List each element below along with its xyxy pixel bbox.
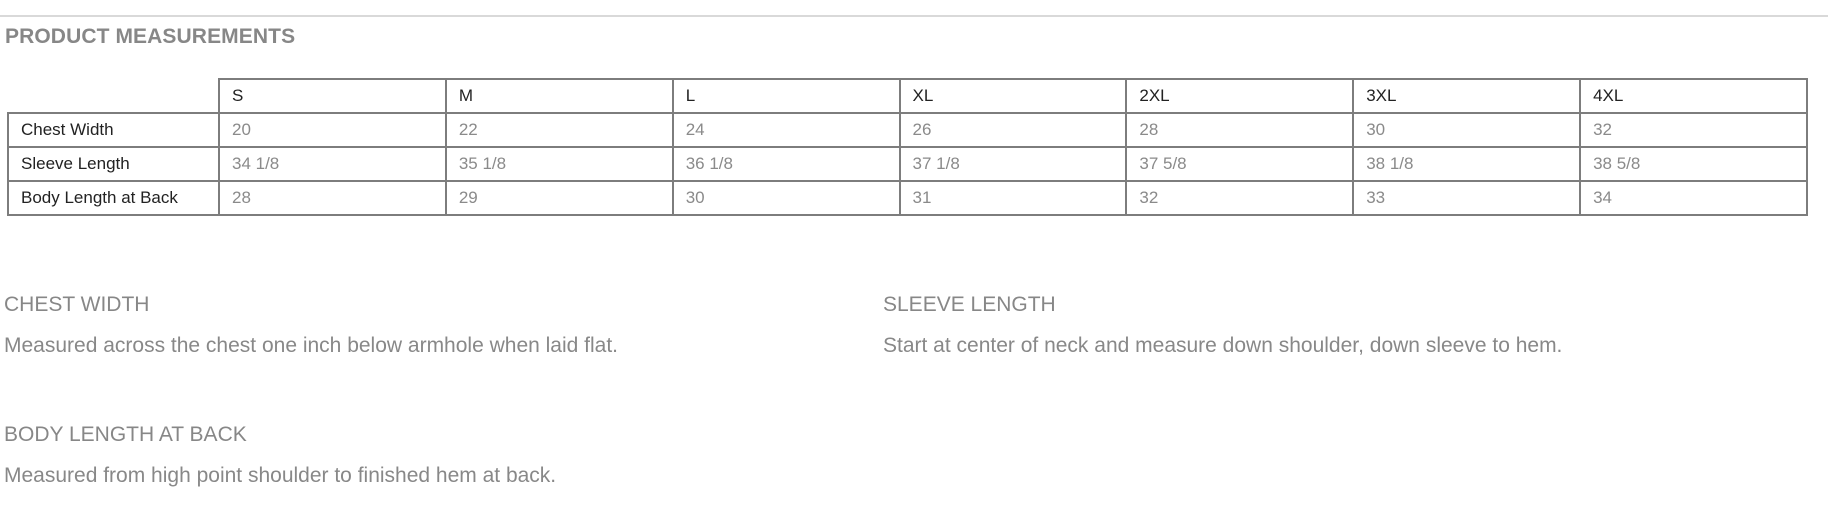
table-cell: 28 xyxy=(219,181,446,215)
body-length-definition xyxy=(4,424,556,486)
size-header: 4XL xyxy=(1580,79,1807,113)
table-cell: 36 1/8 xyxy=(673,147,900,181)
table-cell: 20 xyxy=(219,113,446,147)
table-cell: 29 xyxy=(446,181,673,215)
table-cell: 24 xyxy=(673,113,900,147)
definition-title: BODY LENGTH AT BACK xyxy=(4,423,247,446)
table-row xyxy=(8,113,1807,147)
table-cell: 28 xyxy=(1126,113,1353,147)
table-cell: 32 xyxy=(1580,113,1807,147)
table-cell: 26 xyxy=(900,113,1127,147)
size-header: 2XL xyxy=(1126,79,1353,113)
table-cell: 31 xyxy=(900,181,1127,215)
definition-text: Measured across the chest one inch below armhole when laid flat. xyxy=(4,334,619,357)
table-cell: 34 1/8 xyxy=(219,147,446,181)
table-cell: 37 1/8 xyxy=(900,147,1127,181)
table-header-row xyxy=(8,79,1807,113)
definition-title: CHEST WIDTH xyxy=(4,293,150,316)
table-cell: 38 1/8 xyxy=(1353,147,1580,181)
top-divider xyxy=(0,15,1828,17)
table-row xyxy=(8,147,1807,181)
size-header: XL xyxy=(900,79,1127,113)
size-header: M xyxy=(446,79,673,113)
table-cell: 34 xyxy=(1580,181,1807,215)
table-cell: 37 5/8 xyxy=(1126,147,1353,181)
definition-text: Start at center of neck and measure down shoulder, down sleeve to hem. xyxy=(883,334,1563,357)
table-cell: 30 xyxy=(673,181,900,215)
sleeve-length-definition xyxy=(883,294,1562,356)
row-label: Chest Width xyxy=(8,113,219,147)
table-cell: 33 xyxy=(1353,181,1580,215)
size-header: 3XL xyxy=(1353,79,1580,113)
table-cell: 22 xyxy=(446,113,673,147)
table-row xyxy=(8,181,1807,215)
size-header: S xyxy=(219,79,446,113)
definition-title: SLEEVE LENGTH xyxy=(883,293,1056,316)
table-cell: 35 1/8 xyxy=(446,147,673,181)
table-cell: 32 xyxy=(1126,181,1353,215)
definition-text: Measured from high point shoulder to finished hem at back. xyxy=(4,464,557,487)
measurements-table xyxy=(7,78,1808,216)
row-label: Sleeve Length xyxy=(8,147,219,181)
table-cell: 38 5/8 xyxy=(1580,147,1807,181)
chest-width-definition xyxy=(4,294,618,356)
row-label: Body Length at Back xyxy=(8,181,219,215)
section-title: PRODUCT MEASUREMENTS xyxy=(5,25,296,48)
size-header: L xyxy=(673,79,900,113)
table-corner-cell xyxy=(8,79,219,113)
table-cell: 30 xyxy=(1353,113,1580,147)
